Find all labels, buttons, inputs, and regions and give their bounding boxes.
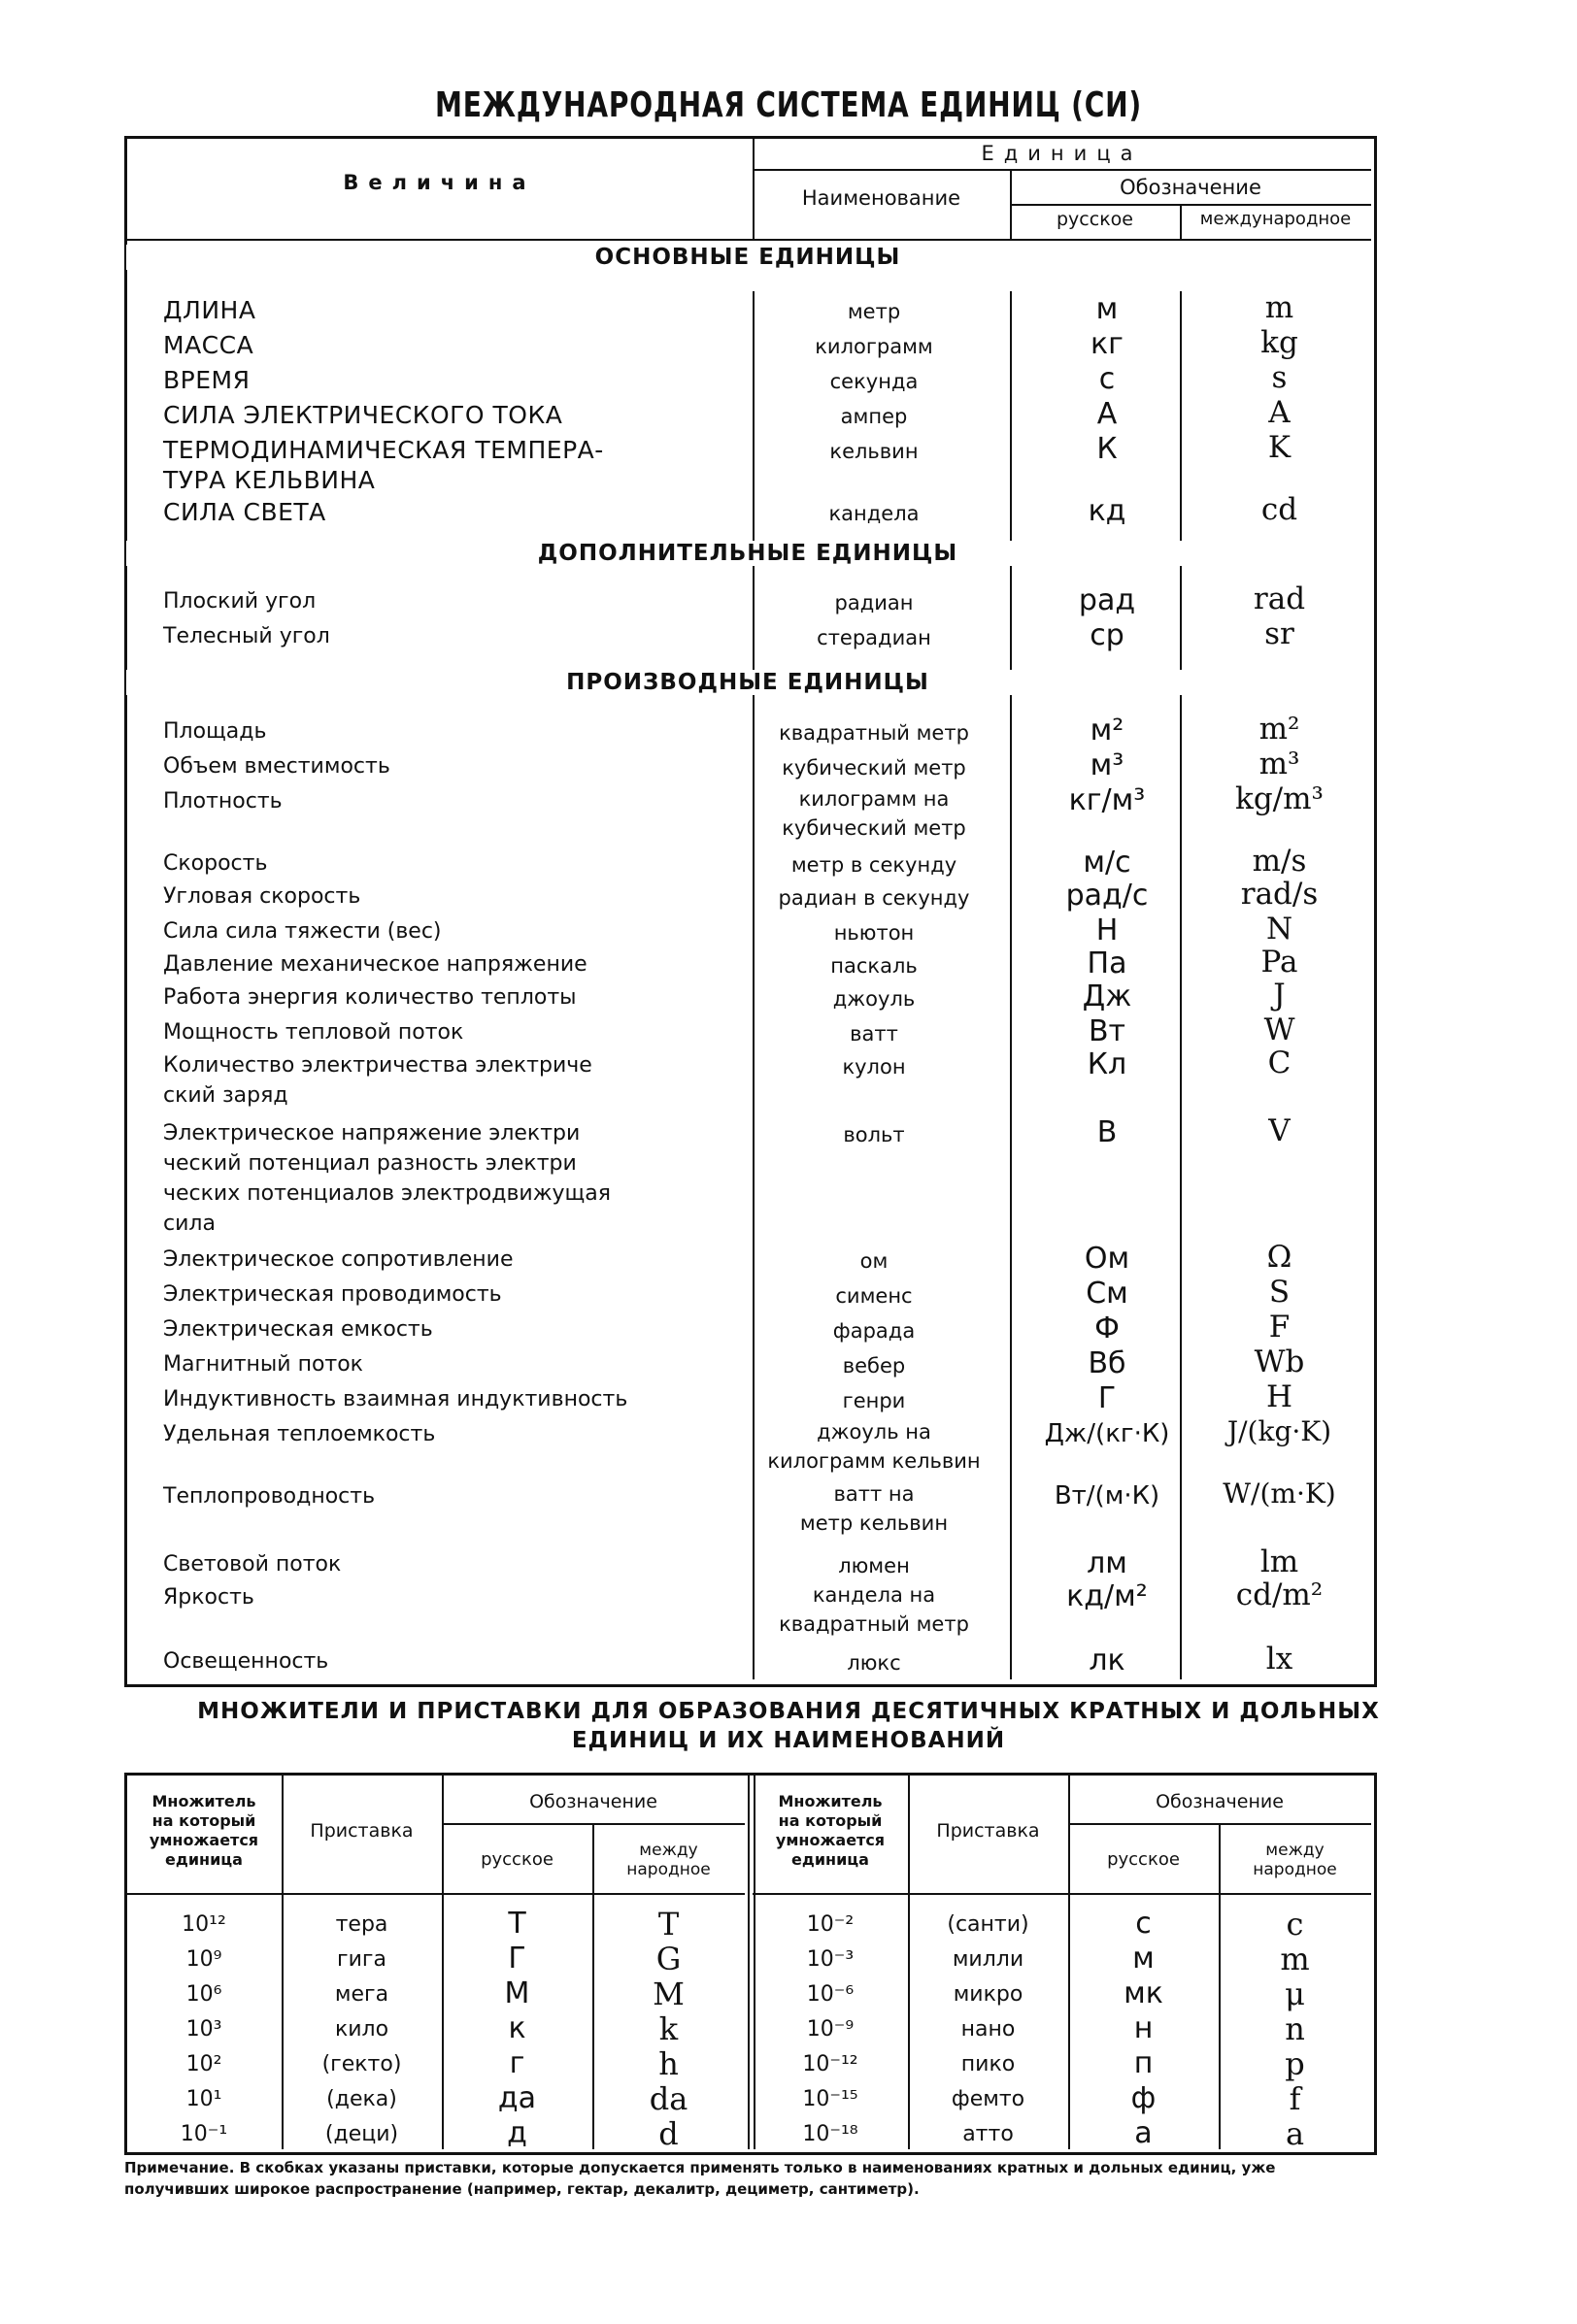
prefix-header-prefix: Приставка xyxy=(310,1820,414,1842)
quantity-label: Магнитный поток xyxy=(163,1352,363,1377)
unit-name: генри xyxy=(842,1389,906,1412)
quantity-label: МАССА xyxy=(163,331,254,359)
prefix-symbol-russian: н xyxy=(1133,2011,1154,2045)
unit-name: ньютон xyxy=(833,921,915,945)
symbol-russian: А xyxy=(1096,397,1118,431)
prefix-symbol-international: m xyxy=(1280,1941,1310,1977)
prefix-multiplier: 10⁻⁶ xyxy=(806,1982,855,2007)
symbol-russian: м³ xyxy=(1090,748,1124,782)
page-title: МЕЖДУНАРОДНАЯ СИСТЕМА ЕДИНИЦ (СИ) xyxy=(434,85,1143,125)
quantity-label: Объем вместимость xyxy=(163,754,390,779)
prefix-header-divider xyxy=(126,1893,745,1895)
prefix-multiplier: 10⁻³ xyxy=(806,1947,855,1972)
prefix-multiplier: 10² xyxy=(185,2052,222,2076)
symbol-international: kg xyxy=(1260,325,1298,360)
prefix-symbol-international: n xyxy=(1285,2010,1305,2047)
prefix-name: микро xyxy=(953,1982,1023,2007)
symbol-international: sr xyxy=(1264,616,1294,651)
prefix-symbol-russian: г xyxy=(509,2046,525,2080)
prefix-name: (деци) xyxy=(324,2122,399,2146)
symbol-russian: Вт/(м·К) xyxy=(1054,1481,1160,1511)
prefix-symbol-russian: мк xyxy=(1124,1976,1163,2010)
prefix-name: тера xyxy=(335,1912,388,1937)
prefix-header-multiplier: Множитель на который умножается единица xyxy=(775,1792,886,1869)
symbol-russian: м² xyxy=(1090,714,1124,747)
prefix-title: МНОЖИТЕЛИ И ПРИСТАВКИ ДЛЯ ОБРАЗОВАНИЯ ДЕСЯТИЧНЫХ КРАТНЫХ И ДОЛЬНЫХ ЕДИНИЦ И ИХ НАИМЕНОВАНИЙ xyxy=(197,1699,1380,1753)
unit-name: люкс xyxy=(847,1651,901,1675)
unit-name: ватт на метр кельвин xyxy=(799,1482,949,1535)
symbol-russian: К xyxy=(1096,432,1118,466)
prefix-symbol-russian: М xyxy=(504,1976,530,2010)
prefix-symbol-russian: с xyxy=(1135,1907,1152,1941)
unit-name: килограмм на кубический метр xyxy=(782,787,966,840)
prefix-symbol-international: G xyxy=(655,1941,682,1977)
section-supplementary: ДОПОЛНИТЕЛЬНЫЕ ЕДИНИЦЫ xyxy=(126,541,1369,566)
symbol-russian: кг xyxy=(1090,327,1124,361)
quantity-label: Плоский угол xyxy=(163,589,317,614)
unit-name: кандела на квадратный метр xyxy=(779,1583,969,1636)
unit-name: секунда xyxy=(829,370,919,393)
symbol-international: rad xyxy=(1253,581,1306,616)
quantity-label: ВРЕМЯ xyxy=(163,366,251,394)
quantity-label: Количество электричества электриче ский заряд xyxy=(163,1053,592,1108)
section-base: ОСНОВНЫЕ ЕДИНИЦЫ xyxy=(126,245,1369,270)
prefix-name: милли xyxy=(952,1947,1024,1972)
prefix-name: нано xyxy=(960,2017,1016,2042)
prefix-header-international: между народное xyxy=(626,1841,711,1879)
symbol-russian: кг/м³ xyxy=(1068,783,1146,817)
prefix-center-divider xyxy=(754,1773,755,2149)
unit-name: паскаль xyxy=(830,954,918,978)
header-international: международное xyxy=(1199,209,1352,229)
prefix-symbol-russian: Т xyxy=(508,1907,526,1941)
unit-name: джоуль на килограмм кельвин xyxy=(767,1420,981,1473)
unit-name: люмен xyxy=(838,1554,910,1577)
symbol-russian: Па xyxy=(1087,946,1127,980)
symbol-russian: Кл xyxy=(1087,1047,1127,1081)
prefix-symbol-international: T xyxy=(657,1906,680,1942)
prefix-symbol-international: k xyxy=(658,2010,679,2047)
prefix-multiplier: 10⁻¹ xyxy=(180,2122,228,2146)
prefix-header-russian: русское xyxy=(481,1849,554,1870)
quantity-label: Угловая скорость xyxy=(163,884,361,909)
prefix-symbol-russian: Г xyxy=(508,1942,526,1975)
symbol-russian: м/с xyxy=(1083,846,1131,880)
symbol-russian: с xyxy=(1098,362,1116,396)
header-unit: Единица xyxy=(981,142,1143,165)
quantity-label: Сила сила тяжести (вес) xyxy=(163,919,442,944)
unit-name: метр в секунду xyxy=(790,853,957,877)
prefix-center-divider xyxy=(748,1773,750,2149)
symbol-russian: лк xyxy=(1089,1643,1125,1677)
prefix-symbol-international: a xyxy=(1285,2115,1305,2152)
quantity-label: Мощность тепловой поток xyxy=(163,1020,464,1045)
symbol-russian: Ом xyxy=(1084,1242,1130,1276)
symbol-international: C xyxy=(1267,1046,1292,1080)
unit-name: кубический метр xyxy=(782,756,966,780)
prefix-header-designation: Обозначение xyxy=(529,1791,657,1812)
symbol-international: J xyxy=(1273,978,1286,1013)
prefix-symbol-international: h xyxy=(658,2045,679,2082)
symbol-international: m/s xyxy=(1252,844,1307,879)
prefix-symbol-international: p xyxy=(1285,2045,1305,2082)
symbol-russian: См xyxy=(1086,1277,1128,1311)
designation-divider xyxy=(1010,204,1371,206)
unit-name: радиан xyxy=(834,591,914,614)
unit-name: ватт xyxy=(850,1022,898,1046)
symbol-russian: кд/м² xyxy=(1066,1579,1148,1613)
symbol-international: F xyxy=(1268,1310,1291,1345)
prefix-symbol-international: μ xyxy=(1285,1975,1305,2012)
header-divider xyxy=(126,239,1371,241)
symbol-russian: Дж/(кг·К) xyxy=(1044,1419,1170,1448)
quantity-label: ТЕРМОДИНАМИЧЕСКАЯ ТЕМПЕРА- ТУРА КЕЛЬВИНА xyxy=(163,436,604,494)
symbol-international: A xyxy=(1268,395,1291,430)
unit-name: кельвин xyxy=(829,440,919,463)
unit-name: сименс xyxy=(835,1284,913,1308)
prefix-name: (дека) xyxy=(326,2087,397,2111)
quantity-label: Электрическое напряжение электри ческий потенциал разность электри ческих потенциалов электродвижущая сила xyxy=(163,1121,611,1236)
unit-name: ампер xyxy=(840,405,908,428)
quantity-label: Телесный угол xyxy=(163,624,330,648)
symbol-international: kg/m³ xyxy=(1235,781,1324,816)
quantity-label: СИЛА СВЕТА xyxy=(163,498,326,526)
prefix-symbol-international: f xyxy=(1289,2080,1301,2117)
prefix-name: гига xyxy=(337,1947,386,1972)
symbol-russian: Ф xyxy=(1094,1311,1120,1345)
header-russian: русское xyxy=(1057,209,1133,230)
symbol-international: W/(m·K) xyxy=(1223,1477,1336,1510)
prefix-name: мега xyxy=(334,1982,389,2007)
prefix-header-divider xyxy=(753,1893,1371,1895)
symbol-international: J/(kg·K) xyxy=(1226,1415,1332,1447)
header-quantity: Величина xyxy=(343,171,536,194)
prefix-symbol-russian: а xyxy=(1134,2116,1153,2150)
symbol-international: Ω xyxy=(1266,1240,1292,1275)
prefix-symbol-russian: м xyxy=(1132,1942,1155,1975)
unit-name: стерадиан xyxy=(817,626,931,649)
symbol-international: m³ xyxy=(1258,747,1300,781)
prefix-symbol-international: da xyxy=(649,2080,688,2117)
symbol-russian: Н xyxy=(1095,913,1119,947)
prefix-multiplier: 10⁻¹² xyxy=(802,2052,858,2076)
unit-name: квадратный метр xyxy=(779,721,969,745)
prefix-header-international: между народное xyxy=(1253,1841,1337,1879)
symbol-russian: рад xyxy=(1078,583,1136,617)
symbol-international: cd xyxy=(1260,492,1298,527)
prefix-multiplier: 10⁻⁹ xyxy=(806,2017,855,2042)
symbol-international: H xyxy=(1265,1379,1293,1414)
symbol-international: lm xyxy=(1259,1544,1299,1579)
prefix-symbol-russian: ф xyxy=(1130,2081,1157,2115)
unit-divider xyxy=(753,169,1371,171)
unit-name: джоуль xyxy=(832,987,916,1011)
symbol-international: lx xyxy=(1265,1642,1293,1677)
symbol-international: N xyxy=(1265,912,1293,946)
quantity-label: Скорость xyxy=(163,851,268,876)
symbol-russian: кд xyxy=(1088,494,1126,528)
prefix-name: атто xyxy=(962,2122,1014,2146)
symbol-russian: ср xyxy=(1090,618,1124,652)
quantity-label: Электрическая емкость xyxy=(163,1317,433,1342)
prefix-symbol-russian: д xyxy=(507,2116,527,2150)
symbol-russian: рад/с xyxy=(1065,879,1149,913)
unit-name: фарада xyxy=(832,1319,916,1343)
prefix-symbol-russian: п xyxy=(1133,2046,1154,2080)
prefix-multiplier: 10⁻¹⁸ xyxy=(802,2122,858,2146)
quantity-label: Яркость xyxy=(163,1585,254,1610)
prefix-header-russian: русское xyxy=(1107,1849,1180,1870)
prefix-name: пико xyxy=(960,2052,1016,2076)
prefix-multiplier: 10³ xyxy=(185,2017,222,2042)
unit-name: радиан в секунду xyxy=(778,886,970,910)
prefix-multiplier: 10¹² xyxy=(182,1912,226,1937)
symbol-russian: лм xyxy=(1087,1546,1127,1580)
prefix-name: кило xyxy=(334,2017,389,2042)
unit-name: ом xyxy=(859,1249,889,1273)
prefix-symbol-international: M xyxy=(653,1975,685,2012)
unit-name: вольт xyxy=(843,1123,905,1146)
symbol-russian: Вб xyxy=(1088,1346,1126,1380)
prefix-symbol-russian: да xyxy=(497,2081,537,2115)
section-derived: ПРОИЗВОДНЫЕ ЕДИНИЦЫ xyxy=(126,670,1369,695)
quantity-label: Работа энергия количество теплоты xyxy=(163,985,577,1010)
header-name: Наименование xyxy=(801,186,961,210)
quantity-label: Освещенность xyxy=(163,1649,329,1674)
symbol-russian: В xyxy=(1096,1115,1118,1149)
quantity-label: ДЛИНА xyxy=(163,296,256,324)
symbol-russian: м xyxy=(1095,292,1119,326)
symbol-international: rad/s xyxy=(1240,877,1319,912)
prefix-symbol-international: c xyxy=(1286,1906,1304,1942)
unit-name: кандела xyxy=(828,502,920,525)
symbol-russian: Вт xyxy=(1088,1014,1126,1048)
symbol-international: S xyxy=(1268,1275,1291,1310)
prefix-name: (санти) xyxy=(947,1912,1029,1937)
quantity-label: Площадь xyxy=(163,719,267,744)
prefix-multiplier: 10⁻¹⁵ xyxy=(802,2087,858,2111)
symbol-russian: Г xyxy=(1097,1381,1117,1415)
quantity-label: Световой поток xyxy=(163,1552,342,1577)
prefix-multiplier: 10⁻² xyxy=(806,1912,855,1937)
quantity-label: Теплопроводность xyxy=(163,1484,376,1509)
unit-name: килограмм xyxy=(815,335,933,358)
prefix-symbol-international: d xyxy=(658,2115,679,2152)
quantity-label: Удельная теплоемкость xyxy=(163,1422,436,1446)
symbol-international: Wb xyxy=(1254,1345,1305,1379)
prefix-name: фемто xyxy=(951,2087,1025,2111)
symbol-international: m² xyxy=(1258,712,1300,747)
symbol-international: V xyxy=(1268,1113,1291,1148)
unit-name: вебер xyxy=(842,1354,906,1378)
symbol-international: s xyxy=(1271,360,1288,395)
symbol-international: Pa xyxy=(1260,945,1298,979)
prefix-multiplier: 10⁹ xyxy=(185,1947,222,1972)
quantity-label: Давление механическое напряжение xyxy=(163,952,587,977)
symbol-international: cd/m² xyxy=(1235,1577,1324,1612)
quantity-label: Индуктивность взаимная индуктивность xyxy=(163,1387,628,1411)
prefix-name: (гекто) xyxy=(321,2052,402,2076)
prefix-header-multiplier: Множитель на который умножается единица xyxy=(149,1792,259,1869)
quantity-label: СИЛА ЭЛЕКТРИЧЕСКОГО ТОКА xyxy=(163,401,563,429)
prefix-multiplier: 10¹ xyxy=(185,2087,222,2111)
footnote: Примечание. В скобках указаны приставки, которые допускается применять только в наименованиях кратных и дольных единиц, уже получивших широкое распространение (например, гектар, декалитр, дециметр, сантиметр). xyxy=(124,2159,1276,2198)
unit-name: метр xyxy=(847,300,901,323)
header-designation: Обозначение xyxy=(1120,176,1261,199)
symbol-international: K xyxy=(1267,430,1292,465)
prefix-header-designation: Обозначение xyxy=(1156,1791,1284,1812)
quantity-label: Электрическое сопротивление xyxy=(163,1247,514,1272)
prefix-multiplier: 10⁶ xyxy=(185,1982,222,2007)
quantity-label: Плотность xyxy=(163,789,283,813)
symbol-international: W xyxy=(1263,1013,1295,1047)
quantity-label: Электрическая проводимость xyxy=(163,1282,502,1307)
unit-name: кулон xyxy=(842,1055,906,1079)
symbol-russian: Дж xyxy=(1082,979,1132,1013)
prefix-symbol-russian: к xyxy=(508,2011,526,2045)
prefix-header-prefix: Приставка xyxy=(936,1820,1040,1842)
symbol-international: m xyxy=(1264,290,1294,325)
